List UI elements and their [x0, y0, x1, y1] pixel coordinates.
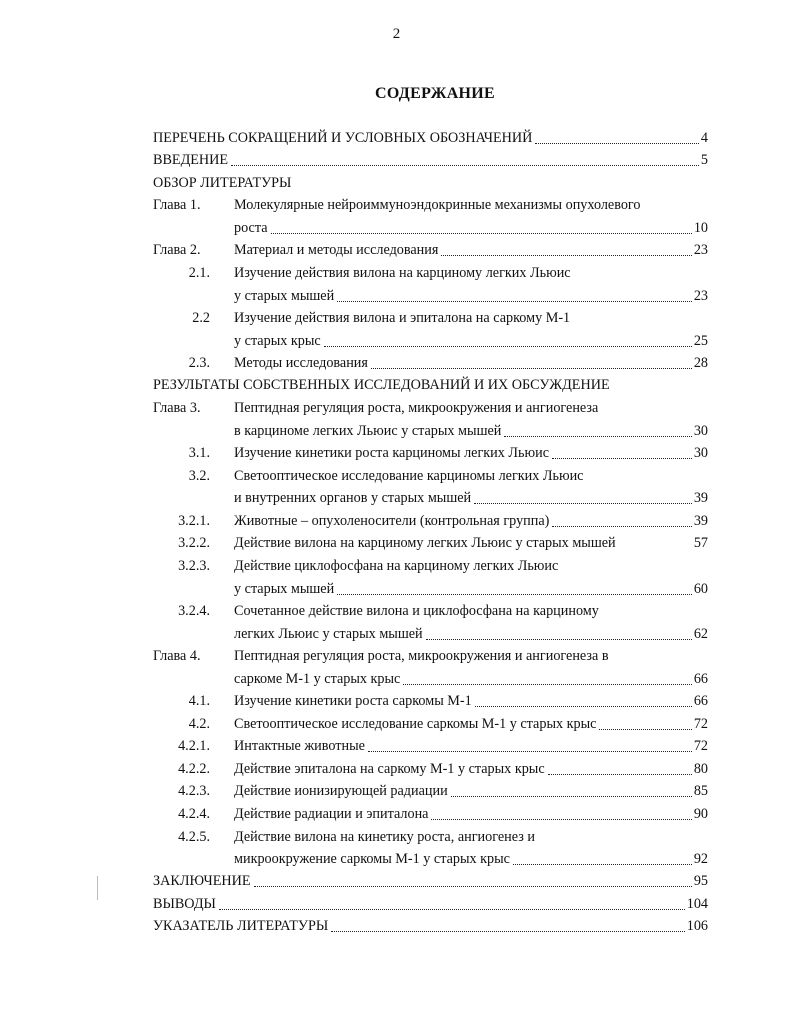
- dot-leader: [513, 863, 692, 865]
- toc-entry: [0, 826, 793, 848]
- section-number: 4.2.: [188, 716, 210, 732]
- dot-leader: [337, 593, 692, 595]
- entry-title: и внутренних органов у старых мышей: [234, 490, 472, 506]
- section-number: 3.2.4.: [178, 603, 210, 619]
- page-reference: 90: [693, 806, 708, 822]
- page-reference: 80: [693, 761, 708, 777]
- toc-entry: [0, 532, 793, 554]
- toc-entry: [0, 690, 793, 712]
- dot-leader: [504, 435, 691, 437]
- toc-entry: [0, 487, 793, 509]
- toc-entry: [0, 578, 793, 600]
- entry-title: Действие вилона на карциному легких Льюис у старых мышей: [234, 535, 616, 551]
- dot-leader: [271, 232, 692, 234]
- dot-leader: [219, 908, 685, 910]
- dot-leader: [552, 525, 691, 527]
- dot-leader: [231, 164, 699, 166]
- toc-entry: [0, 172, 793, 194]
- section-number: 4.2.5.: [178, 829, 210, 845]
- toc-entry: [0, 465, 793, 487]
- toc-entry: [0, 330, 793, 352]
- entry-title: Изучение кинетики роста карциномы легких Льюис: [234, 445, 549, 461]
- toc-entry: [0, 262, 793, 284]
- page-reference: 85: [693, 783, 708, 799]
- chapter-label: Глава 2.: [153, 242, 201, 258]
- page-reference: 92: [693, 851, 708, 867]
- page-reference: 66: [693, 671, 708, 687]
- page-reference: 66: [693, 693, 708, 709]
- toc-entry: [0, 780, 793, 802]
- dot-leader: [331, 930, 685, 932]
- page-reference: 30: [693, 445, 708, 461]
- section-number: 2.1.: [188, 265, 210, 281]
- entry-title: Светооптическое исследование саркомы М-1 у старых крыс: [234, 716, 597, 732]
- toc-entry: [0, 420, 793, 442]
- toc-entry: [0, 803, 793, 825]
- toc-entry: [0, 600, 793, 622]
- toc-entry: [0, 555, 793, 577]
- toc-entry: [0, 285, 793, 307]
- dot-leader: [552, 457, 692, 459]
- page-reference: 23: [693, 242, 708, 258]
- page-reference: 10: [693, 220, 708, 236]
- page-reference: 106: [686, 918, 708, 934]
- entry-title: Действие ионизирующей радиации: [234, 783, 448, 799]
- section-number: 4.2.3.: [178, 783, 210, 799]
- toc-entry: [0, 848, 793, 870]
- entry-title: Материал и методы исследования: [234, 242, 439, 258]
- section-number: 2.3.: [188, 355, 210, 371]
- toc-entry: [0, 374, 793, 396]
- entry-title: в карциноме легких Льюис у старых мышей: [234, 423, 502, 439]
- entry-title: микроокружение саркомы М-1 у старых крыс: [234, 851, 510, 867]
- toc-entry: [0, 352, 793, 374]
- entry-title: у старых мышей: [234, 581, 335, 597]
- entry-title: у старых крыс: [234, 333, 321, 349]
- page-reference: 25: [693, 333, 708, 349]
- toc-entry: [0, 915, 793, 937]
- page-reference: 4: [700, 130, 708, 146]
- page-reference: 104: [686, 896, 708, 912]
- entry-title: ВЫВОДЫ: [153, 896, 216, 912]
- page-reference: 23: [693, 288, 708, 304]
- section-number: 3.2.2.: [178, 535, 210, 551]
- entry-title: Изучение действия вилона и эпиталона на саркому М-1: [234, 310, 571, 326]
- entry-title: РЕЗУЛЬТАТЫ СОБСТВЕННЫХ ИССЛЕДОВАНИЙ И ИХ ОБСУЖДЕНИЕ: [153, 377, 610, 393]
- dot-leader: [371, 367, 692, 369]
- dot-leader: [474, 502, 692, 504]
- entry-title: Действие эпиталона на саркому М-1 у старых крыс: [234, 761, 545, 777]
- dot-leader: [451, 795, 692, 797]
- toc-entry: [0, 239, 793, 261]
- toc-entry: [0, 397, 793, 419]
- chapter-label: Глава 3.: [153, 400, 201, 416]
- toc-entry: [0, 668, 793, 690]
- page-reference: 39: [693, 513, 708, 529]
- section-number: 2.2: [192, 310, 210, 326]
- page-reference: 30: [693, 423, 708, 439]
- toc-entry: [0, 307, 793, 329]
- toc-entry: [0, 870, 793, 892]
- toc-title: СОДЕРЖАНИЕ: [374, 85, 496, 102]
- page-reference: 62: [693, 626, 708, 642]
- toc-entry: [0, 217, 793, 239]
- entry-title: Методы исследования: [234, 355, 368, 371]
- chapter-label: Глава 1.: [153, 197, 201, 213]
- chapter-label: Глава 4.: [153, 648, 201, 664]
- dot-leader: [599, 728, 691, 730]
- dot-leader: [441, 254, 691, 256]
- page-reference: 72: [693, 716, 708, 732]
- page-reference: 95: [693, 873, 708, 889]
- section-number: 4.2.4.: [178, 806, 210, 822]
- entry-title: Действие циклофосфана на карциному легких Льюис: [234, 558, 559, 574]
- entry-title: Пептидная регуляция роста, микроокружения и ангиогенеза в: [234, 648, 609, 664]
- toc-entry: [0, 442, 793, 464]
- section-number: 3.2.: [188, 468, 210, 484]
- entry-title: Сочетанное действие вилона и циклофосфана на карциному: [234, 603, 599, 619]
- dot-leader: [426, 638, 692, 640]
- entry-title: Изучение кинетики роста саркомы М-1: [234, 693, 472, 709]
- dot-leader: [254, 885, 692, 887]
- dot-leader: [337, 300, 692, 302]
- entry-title: у старых мышей: [234, 288, 335, 304]
- toc-entry: [0, 735, 793, 757]
- entry-title: роста: [234, 220, 268, 236]
- entry-title: легких Льюис у старых мышей: [234, 626, 423, 642]
- section-number: 4.1.: [188, 693, 210, 709]
- page-reference: 39: [693, 490, 708, 506]
- section-number: 4.2.1.: [178, 738, 210, 754]
- section-number: 3.1.: [188, 445, 210, 461]
- entry-title: Молекулярные нейроиммуноэндокринные механизмы опухолевого: [234, 197, 641, 213]
- section-number: 4.2.2.: [178, 761, 210, 777]
- dot-leader: [548, 773, 692, 775]
- toc-entry: [0, 645, 793, 667]
- dot-leader: [403, 683, 691, 685]
- entry-title: Действие радиации и эпиталона: [234, 806, 429, 822]
- page-reference: 57: [693, 535, 708, 551]
- page-reference: 72: [693, 738, 708, 754]
- entry-title: Животные – опухоленосители (контрольная группа): [234, 513, 550, 529]
- toc-entry: [0, 194, 793, 216]
- toc-entry: [0, 510, 793, 532]
- toc-entry: [0, 623, 793, 645]
- section-number: 3.2.1.: [178, 513, 210, 529]
- entry-title: Интактные животные: [234, 738, 365, 754]
- entry-title: саркоме М-1 у старых крыс: [234, 671, 401, 687]
- toc-entry: [0, 713, 793, 735]
- dot-leader: [535, 142, 699, 144]
- dot-leader: [324, 345, 692, 347]
- entry-title: Действие вилона на кинетику роста, ангиогенез и: [234, 829, 535, 845]
- entry-title: ВВЕДЕНИЕ: [153, 152, 229, 168]
- page-reference: 28: [693, 355, 708, 371]
- toc-entry: [0, 893, 793, 915]
- entry-title: ПЕРЕЧЕНЬ СОКРАЩЕНИЙ И УСЛОВНЫХ ОБОЗНАЧЕНИЙ: [153, 130, 533, 146]
- toc-entry: [0, 127, 793, 149]
- dot-leader: [475, 705, 692, 707]
- toc-entry: [0, 758, 793, 780]
- page-number: 2: [392, 26, 401, 42]
- entry-title: Светооптическое исследование карциномы легких Льюис: [234, 468, 584, 484]
- entry-title: ОБЗОР ЛИТЕРАТУРЫ: [153, 175, 292, 191]
- dot-leader: [431, 818, 691, 820]
- page-reference: 60: [693, 581, 708, 597]
- page-reference: 5: [700, 152, 708, 168]
- scan-artifact-line: [97, 876, 98, 900]
- dot-leader: [368, 750, 692, 752]
- entry-title: Пептидная регуляция роста, микроокружения и ангиогенеза: [234, 400, 599, 416]
- toc-entry: [0, 149, 793, 171]
- entry-title: Изучение действия вилона на карциному легких Льюис: [234, 265, 571, 281]
- entry-title: УКАЗАТЕЛЬ ЛИТЕРАТУРЫ: [153, 918, 329, 934]
- entry-title: ЗАКЛЮЧЕНИЕ: [153, 873, 251, 889]
- section-number: 3.2.3.: [178, 558, 210, 574]
